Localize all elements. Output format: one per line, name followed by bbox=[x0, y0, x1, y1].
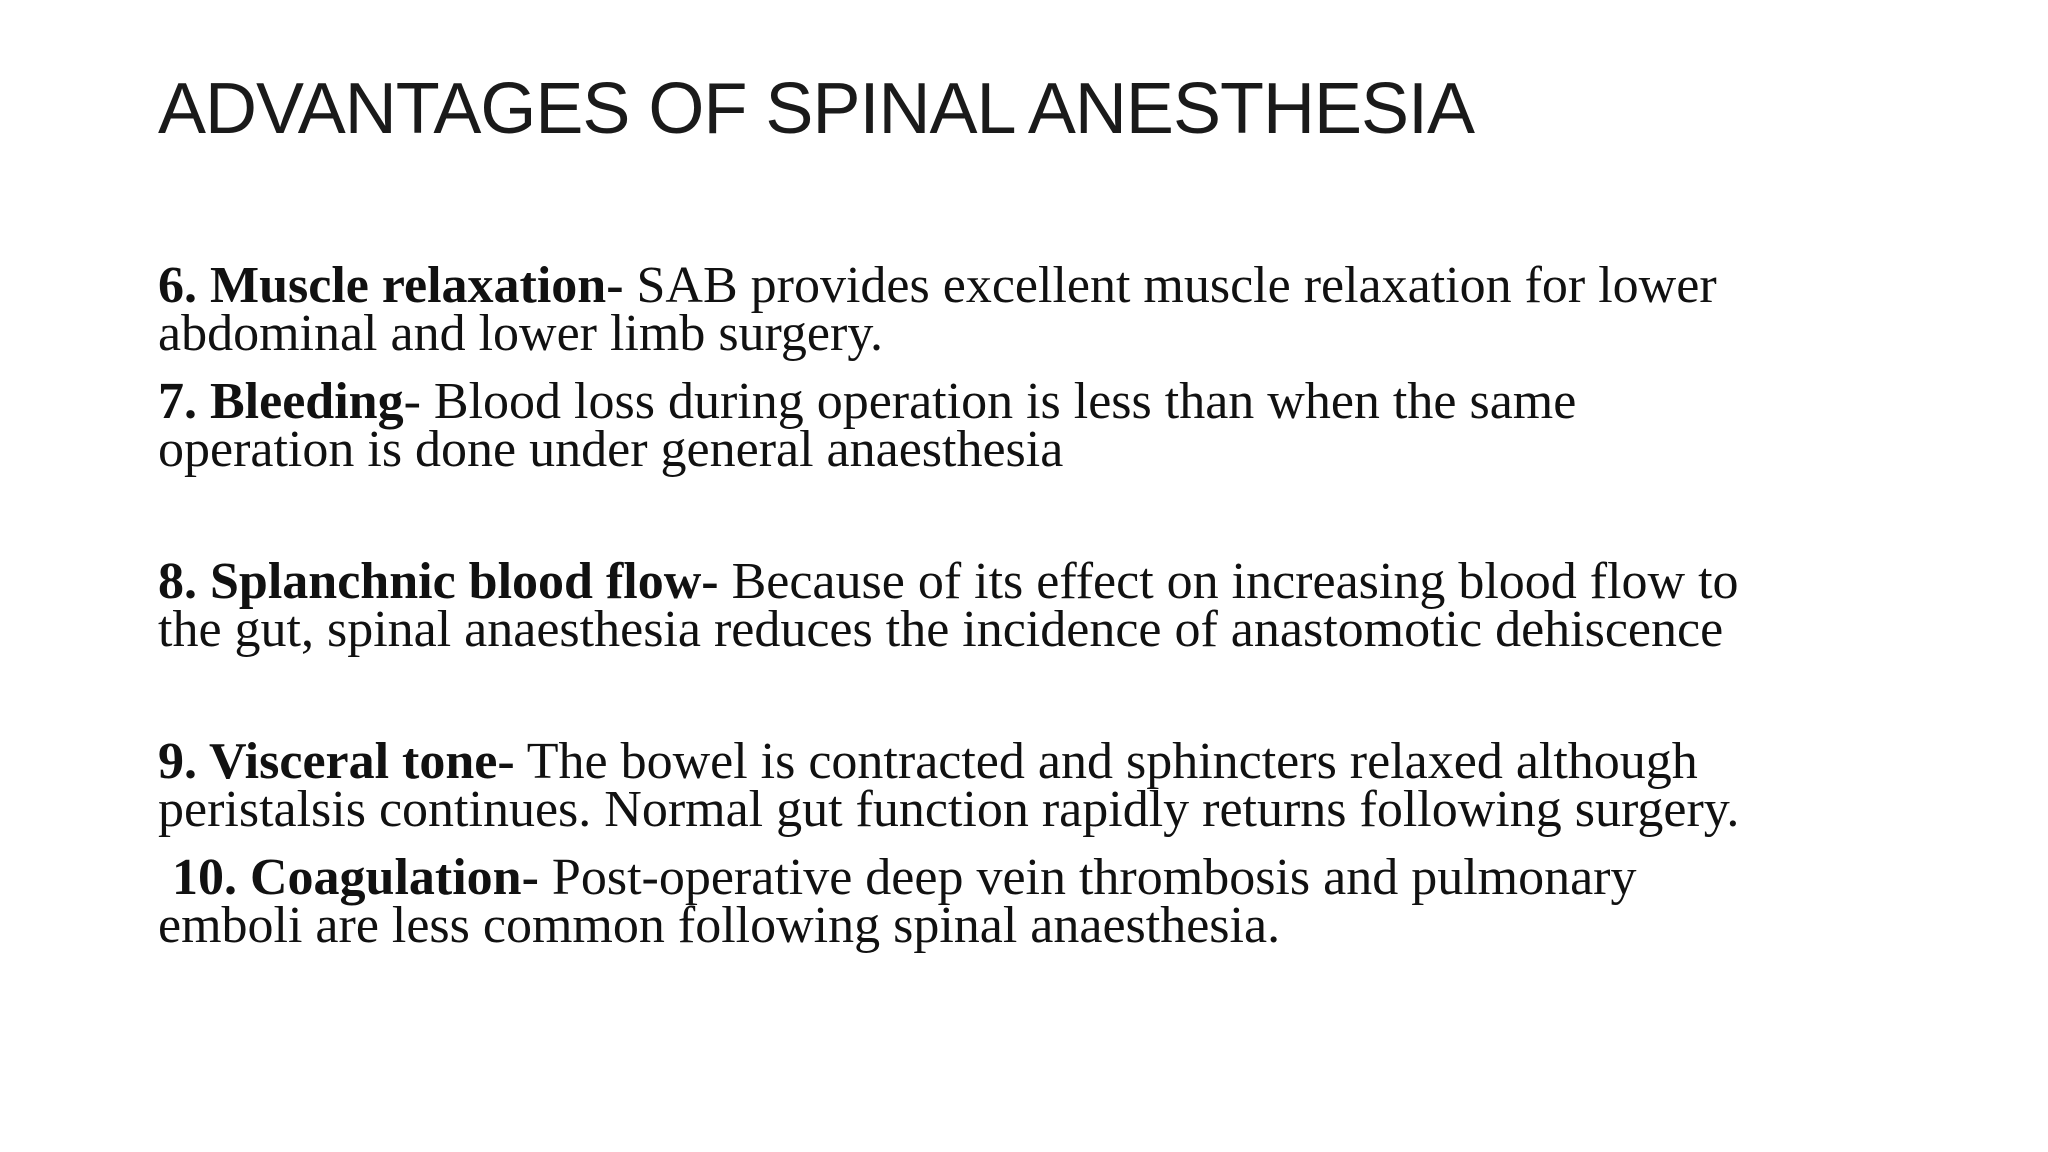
item-text-line2: emboli are less common following spinal anaesthesia. bbox=[158, 897, 1281, 954]
item-text-line2: peristalsis continues. Normal gut function rapidly returns following surgery. bbox=[158, 781, 1740, 838]
item-text-line1: The bowel is contracted and sphincters relaxed although bbox=[514, 733, 1698, 790]
item-text-line1: Because of its effect on increasing blood flow to bbox=[718, 553, 1739, 610]
slide-title: ADVANTAGES OF SPINAL ANESTHESIA bbox=[158, 69, 1475, 149]
list-item-coagulation bbox=[158, 849, 1918, 954]
item-lead: 10. Coagulation- bbox=[172, 849, 539, 906]
item-text-line2: the gut, spinal anaesthesia reduces the incidence of anastomotic dehiscence bbox=[158, 601, 1724, 658]
slide-content bbox=[158, 257, 1918, 954]
list-item-splanchnic-blood-flow bbox=[158, 553, 1918, 658]
item-text-line1: Post-operative deep vein thrombosis and pulmonary bbox=[538, 849, 1637, 906]
item-text-line2: operation is done under general anaesthesia bbox=[158, 421, 1064, 478]
item-lead: 7. Bleeding bbox=[158, 373, 404, 430]
list-item-bleeding bbox=[158, 373, 1918, 478]
item-text-line1: SAB provides excellent muscle relaxation for lower bbox=[623, 257, 1717, 314]
item-text-line1: - Blood loss during operation is less than when the same bbox=[403, 373, 1577, 430]
item-lead: 6. Muscle relaxation- bbox=[158, 257, 624, 314]
item-lead: 9. Visceral tone- bbox=[158, 733, 515, 790]
spacer bbox=[158, 474, 1918, 558]
item-text-line2: abdominal and lower limb surgery. bbox=[158, 305, 883, 362]
item-lead: 8. Splanchnic blood flow- bbox=[158, 553, 719, 610]
list-item-visceral-tone bbox=[158, 733, 1918, 838]
spacer bbox=[158, 654, 1918, 738]
list-item-muscle-relaxation bbox=[158, 257, 1918, 362]
